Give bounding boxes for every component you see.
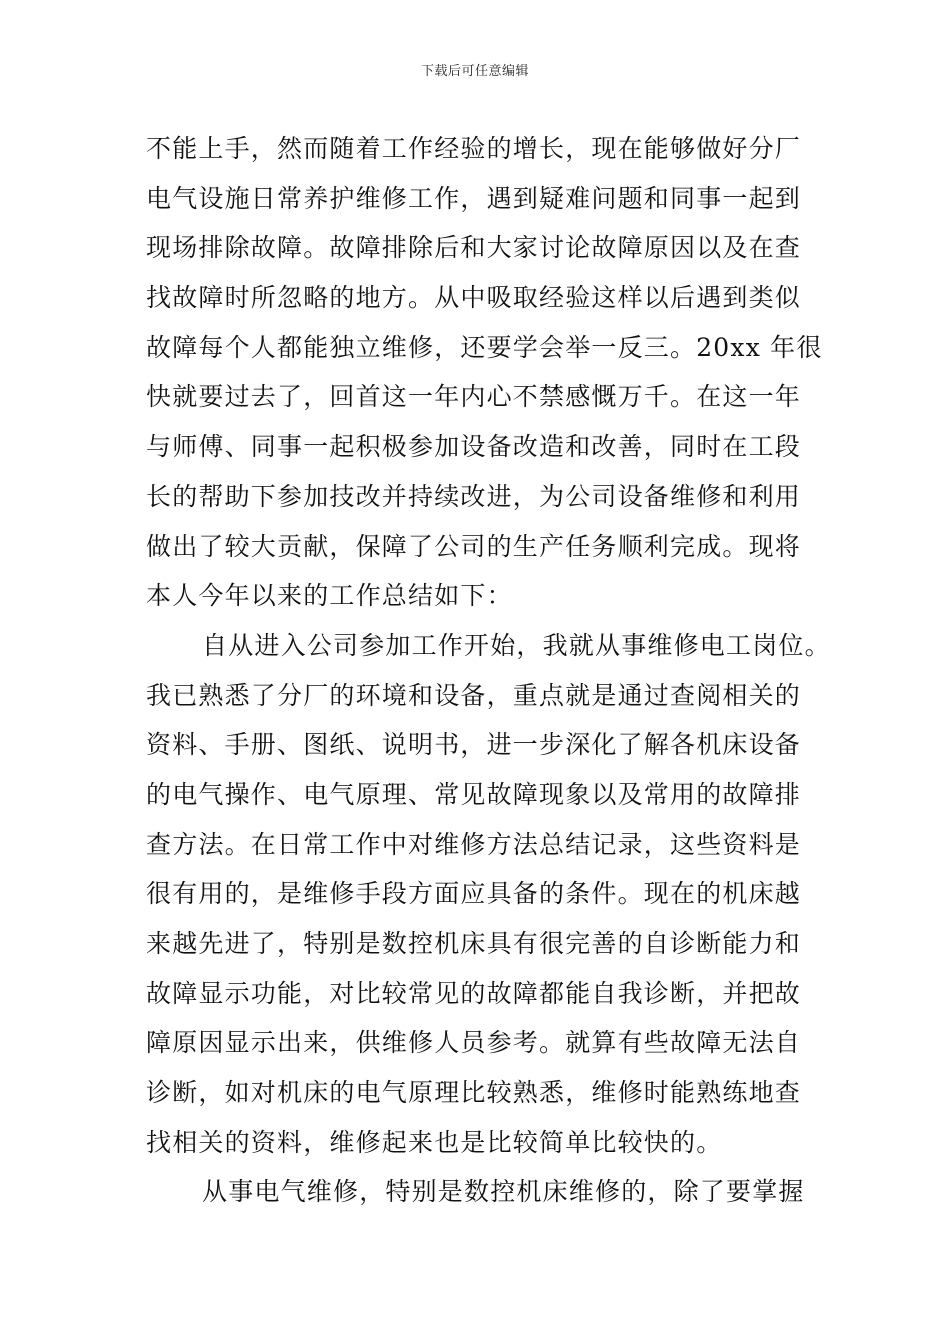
text-line: 做出了较大贡献，保障了公司的生产任务顺利完成。现将 (146, 531, 802, 561)
text-line: 快就要过去了，回首这一年内心不禁感慨万千。在这一年 (146, 382, 802, 412)
text-line: 现场排除故障。故障排除后和大家讨论故障原因以及在查 (146, 233, 802, 263)
text-line-indented: 自从进入公司参加工作开始，我就从事维修电工岗位。 (202, 630, 831, 660)
text-line: 找故障时所忽略的地方。从中吸取经验这样以后遇到类似 (146, 283, 802, 313)
text-line: 与师傅、同事一起积极参加设备改造和改善，同时在工段 (146, 432, 802, 462)
text-line: 来越先进了，特别是数控机床具有很完善的自诊断能力和 (146, 929, 802, 958)
paragraph (146, 621, 831, 1168)
page-header: 下载后可任意编辑 (420, 64, 529, 79)
paragraph (146, 124, 823, 621)
text-line: 长的帮助下参加技改并持续改进，为公司设备维修和利用 (146, 481, 802, 511)
text-line: 不能上手，然而随着工作经验的增长，现在能够做好分厂 (146, 134, 802, 163)
paragraph (146, 1167, 810, 1217)
text-line: 找相关的资料，维修起来也是比较简单比较快的。 (146, 1127, 723, 1157)
text-line: 诊断，如对机床的电气原理比较熟悉，维修时能熟练地查 (146, 1078, 802, 1108)
text-line: 本人今年以来的工作总结如下： (146, 581, 513, 611)
text-line: 很有用的，是维修手段方面应具备的条件。现在的机床越 (146, 879, 802, 909)
text-line: 我已熟悉了分厂的环境和设备，重点就是通过查阅相关的 (146, 680, 802, 710)
document-body (146, 124, 831, 1217)
text-line: 故障显示功能，对比较常见的故障都能自我诊断，并把故 (146, 978, 802, 1008)
text-line: 查方法。在日常工作中对维修方法总结记录，这些资料是 (146, 829, 802, 859)
text-line: 电气设施日常养护维修工作，遇到疑难问题和同事一起到 (146, 183, 802, 213)
text-line: 障原因显示出来，供维修人员参考。就算有些故障无法自 (146, 1028, 802, 1058)
text-line: 故障每个人都能独立维修，还要学会举一反三。20xx 年很 (146, 332, 823, 362)
text-line-indented: 从事电气维修，特别是数控机床维修的，除了要掌握 (202, 1177, 805, 1207)
text-line: 资料、手册、图纸、说明书，进一步深化了解各机床设备 (146, 730, 802, 760)
text-line: 的电气操作、电气原理、常见故障现象以及常用的故障排 (146, 779, 802, 809)
